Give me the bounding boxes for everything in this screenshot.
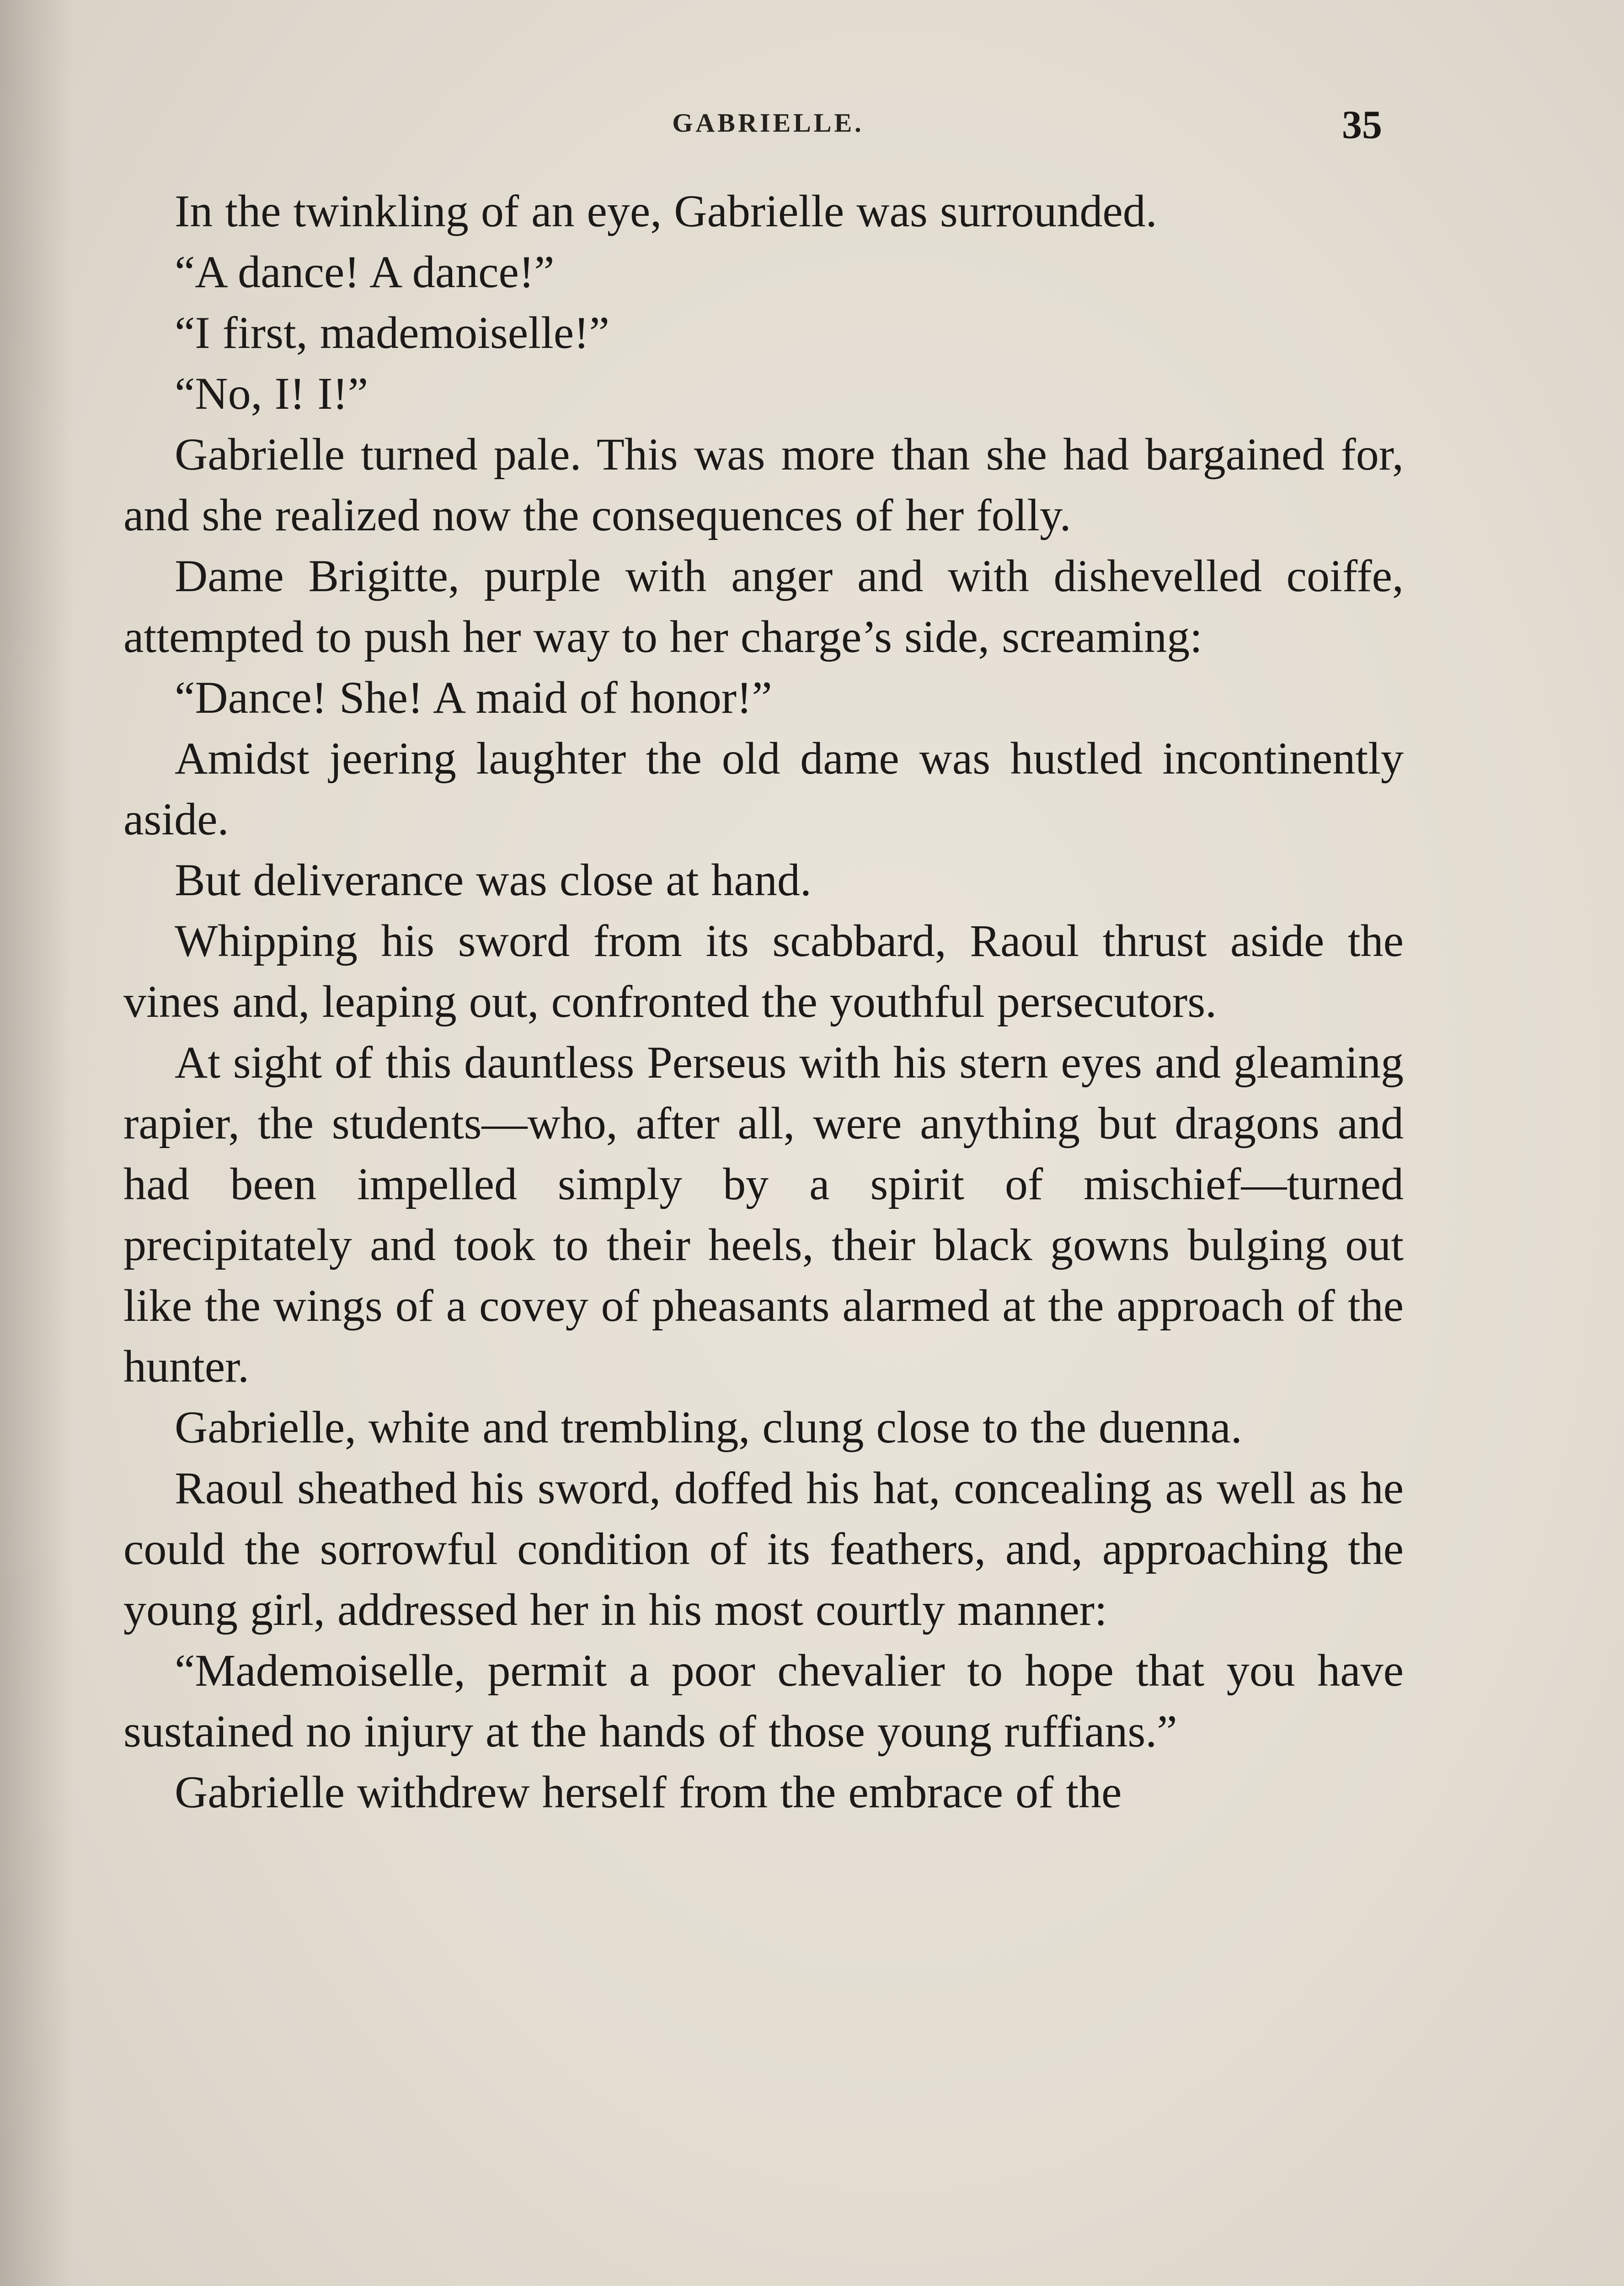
paragraph: “No, I! I!”	[175, 368, 369, 419]
gutter-shadow	[0, 0, 73, 2286]
paragraph: “Mademoiselle, permit a poor chevalier to hope that you have sustained no injury at the hands of those young ruffians.”	[123, 1645, 1404, 1757]
paragraph: Whipping his sword from its scabbard, Raoul thrust aside the vines and, leaping out, confronted the youthful persecutors.	[123, 915, 1404, 1027]
paragraph: “I first, mademoiselle!”	[175, 307, 609, 358]
paragraph: Gabrielle withdrew herself from the embrace of the	[175, 1767, 1122, 1817]
page-header	[0, 98, 1624, 153]
paragraph: “A dance! A dance!”	[175, 246, 555, 297]
body-text	[123, 181, 1404, 1822]
paragraph: Dame Brigitte, purple with anger and with dishevelled coiffe, attempted to push her way to her charge’s side, screaming:	[123, 550, 1404, 662]
paragraph: Gabrielle turned pale. This was more than she had bargained for, and she realized now the consequences of her folly.	[123, 429, 1404, 540]
page-number: 35	[1342, 103, 1382, 147]
paragraph: In the twinkling of an eye, Gabrielle was surrounded.	[175, 186, 1157, 236]
paragraph: Amidst jeering laughter the old dame was hustled incontinently aside.	[123, 733, 1404, 844]
paragraph: Raoul sheathed his sword, doffed his hat, concealing as well as he could the sorrowful condition of its feathers, and, approaching the young girl, addressed her in his most courtly manner:	[123, 1463, 1404, 1635]
paragraph: Gabrielle, white and trembling, clung close to the duenna.	[175, 1402, 1242, 1453]
paragraph: But deliverance was close at hand.	[175, 855, 812, 905]
paragraph: At sight of this dauntless Perseus with his stern eyes and gleaming rapier, the students—who, after all, were anything but dragons and had been impelled simply by a spirit of mischief—turned precipitately and took to their heels, their black gowns bulging out like the wings of a covey of pheasants alarmed at the approach of the hunter.	[123, 1037, 1404, 1392]
running-head: GABRIELLE.	[672, 108, 864, 138]
paragraph: “Dance! She! A maid of honor!”	[175, 672, 772, 723]
